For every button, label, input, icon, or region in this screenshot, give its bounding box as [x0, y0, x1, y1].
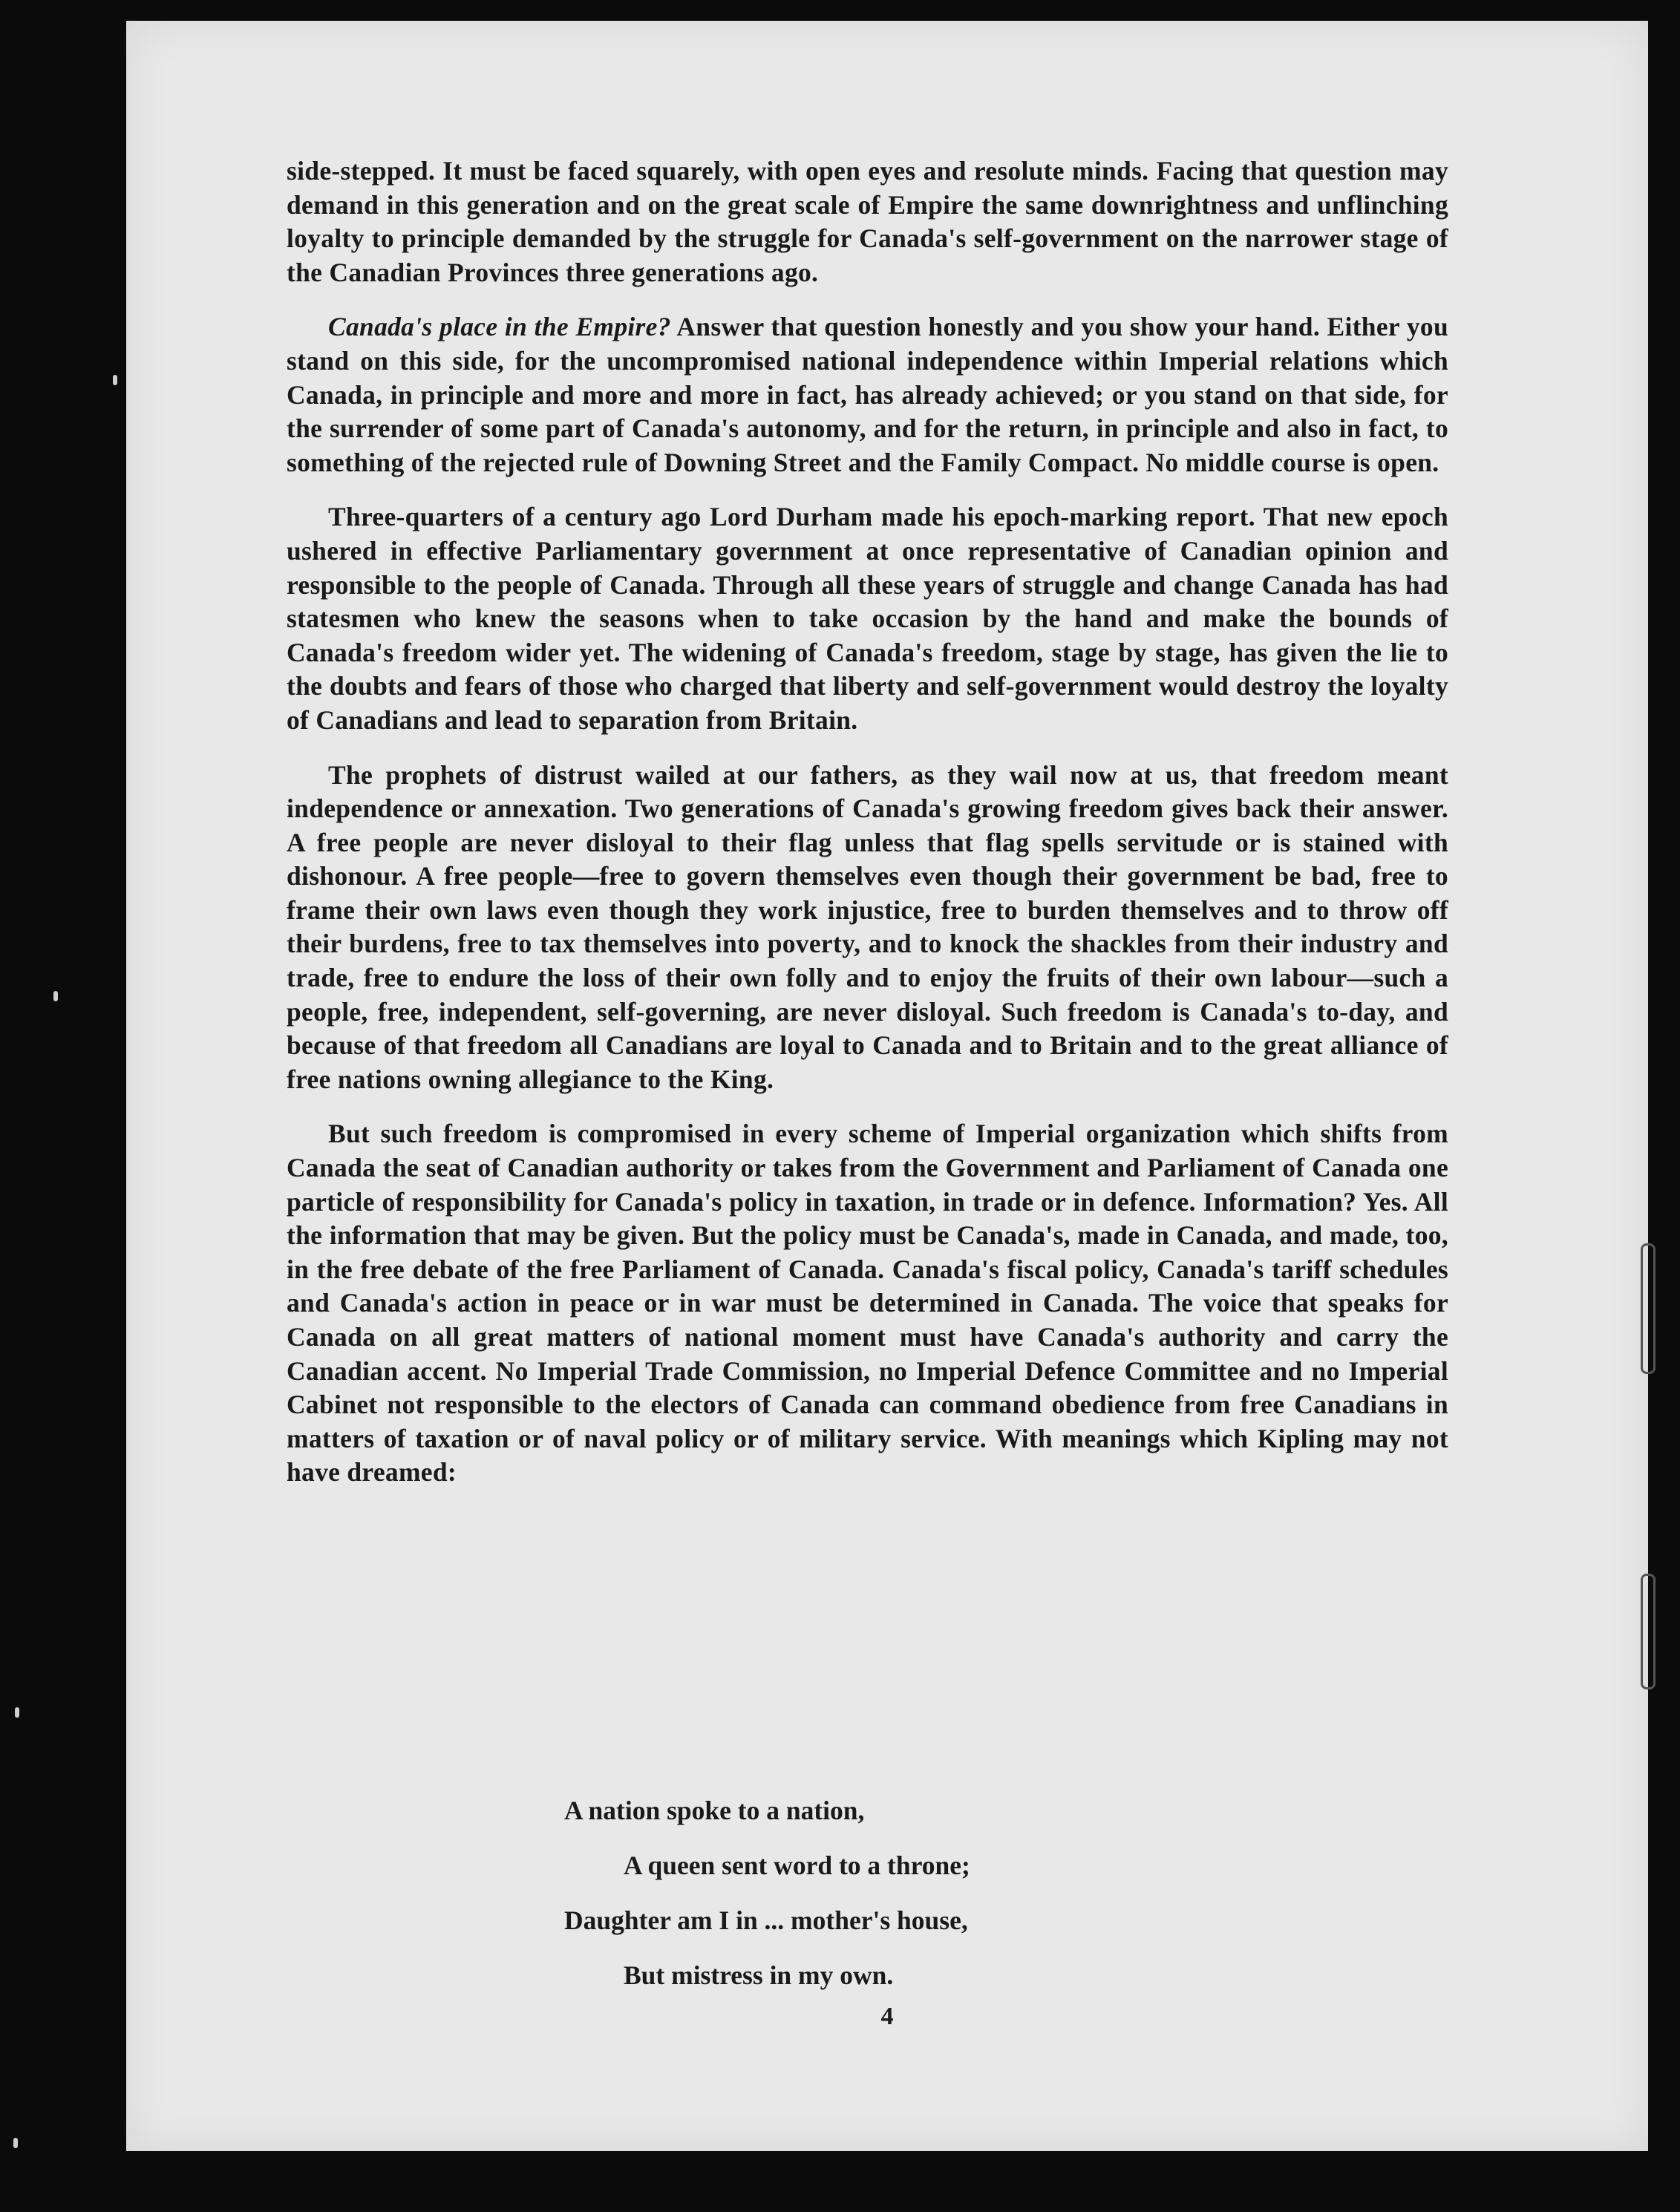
poem-line-1: A nation spoke to a nation,: [564, 1796, 865, 1825]
paragraph-1: side-stepped. It must be faced squarely, with open eyes and resolute minds. Facing that question may demand in this generation and on the great scale of Empire the same downrightness and unflinching loyalty to principle demanded by the struggle for Canada's self-government on the narrower stage of the Canadian Provinces three generations ago.: [287, 156, 1448, 287]
binding-staple-mark-bottom: [1641, 1574, 1656, 1689]
paragraph-4: The prophets of distrust wailed at our fathers, as they wail now at us, that freedom meant independence or annexation. Two generations of Canada's growing freedom gives back their answer. A free people are never disloyal to their flag unless that flag spells servitude or is stained with dishonour. A free people—free to govern themselves even though their government be bad, free to frame their own laws even though they work injustice, free to burden themselves and to throw off their burdens, free to tax themselves into poverty, and to knock the shackles from their industry and trade, free to endure the loss of their own folly and to enjoy the fruits of their own labour—such a people, free, independent, self-governing, are never disloyal. Such freedom is Canada's to-day, and because of that freedom all Canadians are loyal to Canada and to Britain and to the great alliance of free nations owning allegiance to the King.: [287, 759, 1448, 1094]
poem-line-3: Daughter am I in ... mother's house,: [564, 1905, 968, 1935]
poem-line-2: A queen sent word to a throne;: [624, 1851, 970, 1880]
paragraph-lead-italic: Canada's place in the Empire?: [328, 312, 671, 342]
page-number: 4: [880, 2003, 894, 2030]
paper-page: [126, 21, 1648, 2151]
edge-speck: [15, 1707, 19, 1718]
edge-speck: [113, 375, 117, 385]
paragraph-3: Three-quarters of a century ago Lord Durham made his epoch-marking report. That new epoch ushered in effective Parliamentary government at once representative of Canadian opinion and responsible to the people of Canada. Through all these years of struggle and change Canada has had statesmen who knew the seasons when to take occasion by the hand and make the bounds of Canada's freedom wider yet. The widening of Canada's freedom, stage by stage, has given the lie to the doubts and fears of those who charged that liberty and self-government would destroy the loyalty of Canadians and lead to separation from Britain.: [287, 502, 1448, 735]
body-text: [287, 154, 1448, 1511]
poem-line-4: But mistress in my own.: [624, 1960, 894, 1990]
edge-speck: [53, 991, 58, 1001]
binding-staple-mark-top: [1641, 1243, 1656, 1374]
poem-quote: [564, 1783, 1232, 2003]
edge-speck: [13, 2138, 18, 2148]
paragraph-2: Canada's place in the Empire? Answer that question honestly and you show your hand. Either you stand on this side, for the uncompromised national independence within Imperial relations which Canada, in principle and more and more in fact, has already achieved; or you stand on that side, for the surrender of some part of Canada's autonomy, and for the return, in principle and also in fact, to something of the rejected rule of Downing Street and the Family Compact. No middle course is open.: [287, 312, 1448, 477]
paragraph-5: But such freedom is compromised in every scheme of Imperial organization which shifts from Canada the seat of Canadian authority or takes from the Government and Parliament of Canada one particle of responsibility for Canada's policy in taxation, in trade or in defence. Information? Yes. All the information that may be given. But the policy must be Canada's, made in Canada, and made, too, in the free debate of the free Parliament of Canada. Canada's fiscal policy, Canada's tariff schedules and Canada's action in peace or in war must be determined in Canada. The voice that speaks for Canada on all great matters of national moment must have Canada's authority and carry the Canadian accent. No Imperial Trade Commission, no Imperial Defence Committee and no Imperial Cabinet not responsible to the electors of Canada can command obedience from free Canadians in matters of taxation or of naval policy or of military service. With meanings which Kipling may not have dreamed:: [287, 1119, 1448, 1488]
